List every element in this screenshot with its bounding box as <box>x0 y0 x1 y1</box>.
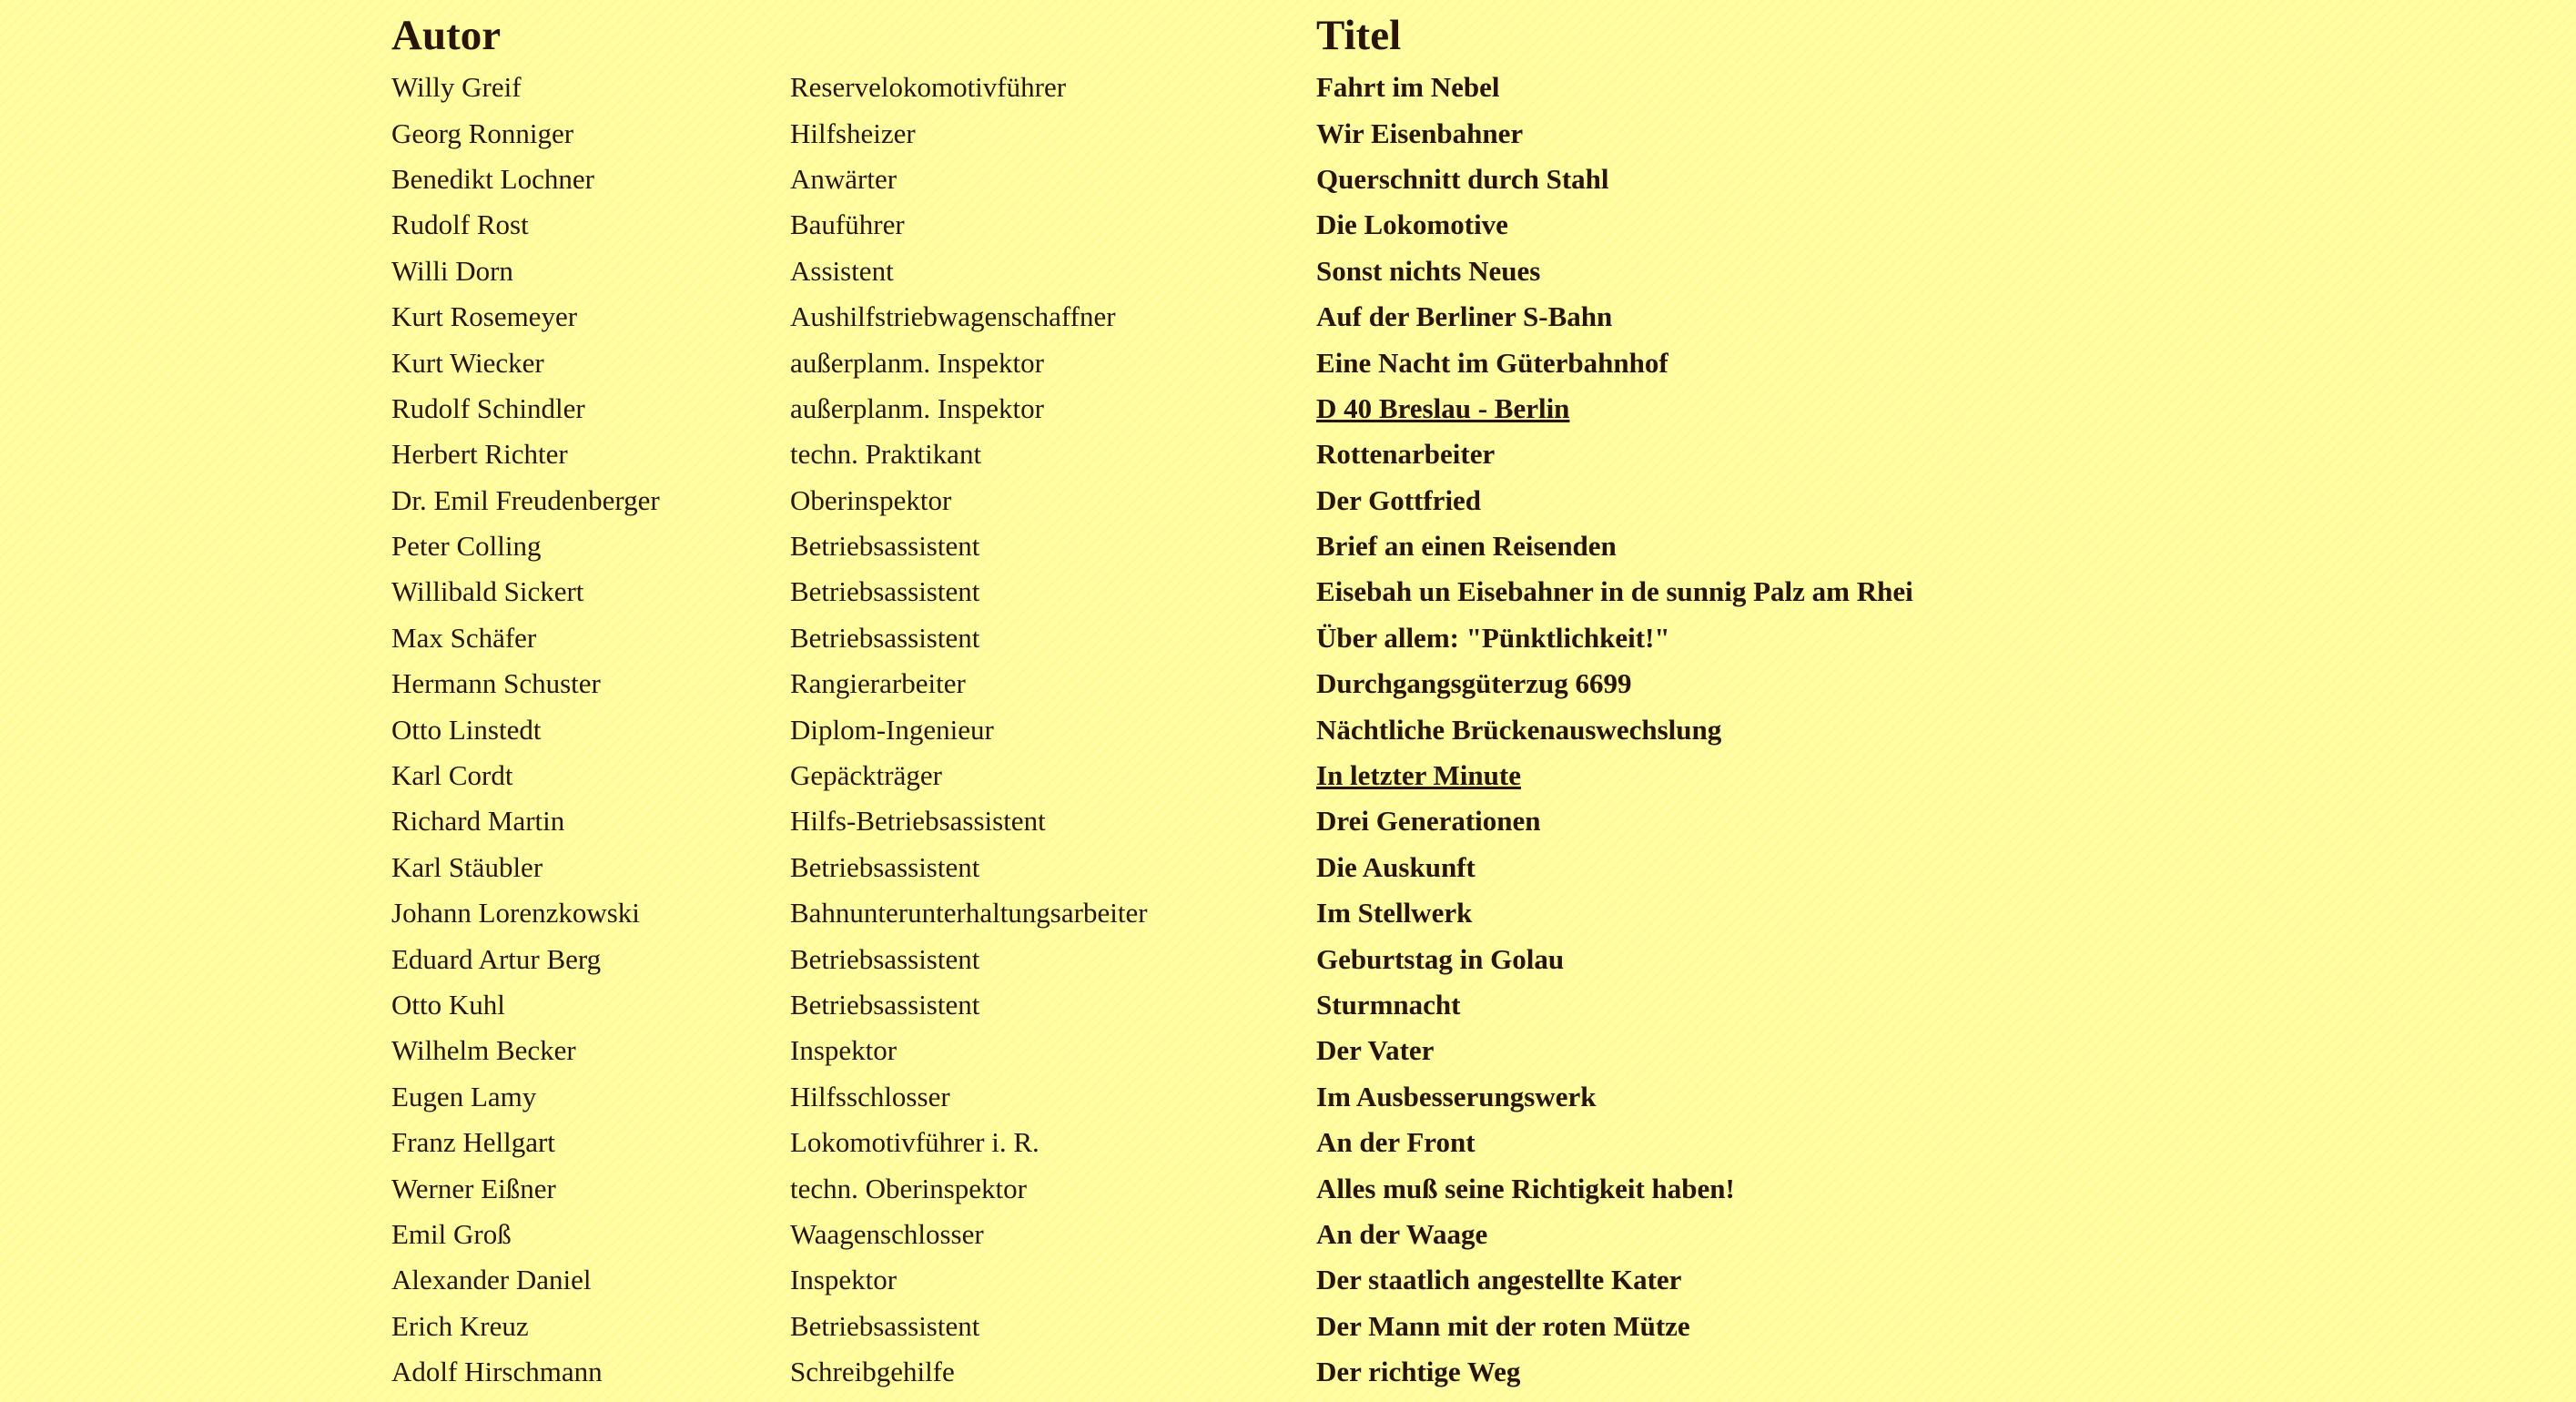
table-row <box>391 340 2135 385</box>
table-row <box>391 569 2135 615</box>
table-row <box>391 249 2135 294</box>
table-row <box>391 157 2135 202</box>
author-occupation: Waagenschlosser <box>790 1217 984 1250</box>
author-occupation: Schreibgehilfe <box>790 1356 955 1388</box>
story-title: An der Front <box>1316 1126 1476 1159</box>
story-title: Auf der Berliner S-Bahn <box>1316 300 1613 333</box>
author-occupation: Diplom-Ingenieur <box>790 713 994 746</box>
table-row <box>391 706 2135 752</box>
table-row <box>391 798 2135 844</box>
story-title: Der Vater <box>1316 1034 1435 1067</box>
author-name: Dr. Emil Freudenberger <box>391 483 660 516</box>
author-occupation: Betriebsassistent <box>790 989 980 1021</box>
table-row <box>391 845 2135 890</box>
table-row <box>391 1257 2135 1303</box>
table-row <box>391 1028 2135 1073</box>
story-title: Nächtliche Brückenauswechslung <box>1316 713 1722 746</box>
author-name: Kurt Rosemeyer <box>391 300 578 333</box>
table-row <box>391 478 2135 523</box>
author-name: Emil Groß <box>391 1217 512 1250</box>
story-title: Fahrt im Nebel <box>1316 71 1500 104</box>
occupation-column-header <box>790 5 1316 65</box>
table-row <box>391 890 2135 936</box>
author-name: Richard Martin <box>391 805 565 838</box>
table-row <box>391 1349 2135 1395</box>
author-name: Eugen Lamy <box>391 1080 537 1112</box>
author-name: Eduard Artur Berg <box>391 942 602 975</box>
author-name: Adolf Hirschmann <box>391 1356 603 1388</box>
story-title: Im Stellwerk <box>1316 897 1473 930</box>
author-occupation: Inspektor <box>790 1034 898 1067</box>
story-title: Sonst nichts Neues <box>1316 254 1541 287</box>
author-occupation: Betriebsassistent <box>790 621 980 654</box>
story-title: Geburtstag in Golau <box>1316 942 1565 975</box>
author-name: Willi Dorn <box>391 254 513 287</box>
author-occupation: Betriebsassistent <box>790 850 980 883</box>
table-row <box>391 1165 2135 1211</box>
author-name: Max Schäfer <box>391 621 537 654</box>
table-row <box>391 936 2135 981</box>
author-name: Rudolf Schindler <box>391 391 585 424</box>
story-title: Im Ausbesserungswerk <box>1316 1080 1597 1112</box>
author-name: Willy Greif <box>391 71 522 104</box>
story-title: Der richtige Weg <box>1316 1356 1521 1388</box>
author-name: Johann Lorenzkowski <box>391 897 640 930</box>
author-title-table <box>391 5 2135 1395</box>
story-title: Sturmnacht <box>1316 989 1461 1021</box>
author-occupation: Rangierarbeiter <box>790 667 966 700</box>
story-title: Durchgangsgüterzug 6699 <box>1316 667 1632 700</box>
author-occupation: Oberinspektor <box>790 483 952 516</box>
author-occupation: techn. Oberinspektor <box>790 1172 1027 1204</box>
author-column-header: Autor <box>391 11 502 59</box>
author-name: Karl Cordt <box>391 759 513 792</box>
story-title-link[interactable]: D 40 Breslau - Berlin <box>1316 391 1570 424</box>
story-title: Alles muß seine Richtigkeit haben! <box>1316 1172 1735 1204</box>
story-title: Der staatlich angestellte Kater <box>1316 1264 1682 1296</box>
author-name: Franz Hellgart <box>391 1126 555 1159</box>
story-title: Die Lokomotive <box>1316 208 1508 241</box>
author-occupation: Betriebsassistent <box>790 575 980 608</box>
author-name: Hermann Schuster <box>391 667 601 700</box>
author-occupation: außerplanm. Inspektor <box>790 391 1044 424</box>
author-occupation: Betriebsassistent <box>790 1309 980 1342</box>
table-row <box>391 1074 2135 1120</box>
table-body <box>391 65 2135 1395</box>
author-occupation: Betriebsassistent <box>790 942 980 975</box>
author-name: Erich Kreuz <box>391 1309 529 1342</box>
author-occupation: Hilfs-Betriebsassistent <box>790 805 1046 838</box>
table-row <box>391 523 2135 569</box>
author-name: Otto Kuhl <box>391 989 505 1021</box>
table-row <box>391 753 2135 798</box>
author-occupation: Betriebsassistent <box>790 530 980 563</box>
author-name: Georg Ronniger <box>391 117 574 149</box>
author-occupation: Hilfsschlosser <box>790 1080 950 1112</box>
table-row <box>391 65 2135 110</box>
table-row <box>391 1120 2135 1165</box>
story-title: Eine Nacht im Güterbahnhof <box>1316 346 1668 379</box>
author-name: Peter Colling <box>391 530 542 563</box>
author-name: Otto Linstedt <box>391 713 542 746</box>
author-name: Werner Eißner <box>391 1172 556 1204</box>
story-title: Der Gottfried <box>1316 483 1482 516</box>
author-occupation: Anwärter <box>790 162 898 195</box>
author-name: Benedikt Lochner <box>391 162 594 195</box>
story-title: Der Mann mit der roten Mütze <box>1316 1309 1690 1342</box>
author-occupation: Hilfsheizer <box>790 117 916 149</box>
story-title: Die Auskunft <box>1316 850 1476 883</box>
author-name: Willibald Sickert <box>391 575 584 608</box>
table-row <box>391 1304 2135 1349</box>
author-occupation: Aushilfstriebwagenschaffner <box>790 300 1116 333</box>
table-row <box>391 294 2135 340</box>
author-occupation: außerplanm. Inspektor <box>790 346 1044 379</box>
story-title-link[interactable]: In letzter Minute <box>1316 759 1521 792</box>
story-title: Querschnitt durch Stahl <box>1316 162 1609 195</box>
author-name: Rudolf Rost <box>391 208 529 241</box>
author-name: Karl Stäubler <box>391 850 543 883</box>
author-occupation: Gepäckträger <box>790 759 942 792</box>
table-row <box>391 110 2135 156</box>
title-column-header: Titel <box>1316 11 1402 59</box>
story-title: Rottenarbeiter <box>1316 438 1496 471</box>
table-row <box>391 202 2135 248</box>
story-title: Über allem: "Pünktlichkeit!" <box>1316 621 1670 654</box>
author-name: Wilhelm Becker <box>391 1034 576 1067</box>
title-cell <box>1316 386 2135 432</box>
author-occupation: techn. Praktikant <box>790 438 982 471</box>
story-title: Eisebah un Eisebahner in de sunnig Palz am Rhei <box>1316 575 1913 608</box>
story-title: Wir Eisenbahner <box>1316 117 1524 149</box>
author-occupation: Bauführer <box>790 208 905 241</box>
author-occupation: Lokomotivführer i. R. <box>790 1126 1040 1159</box>
author-occupation: Reservelokomotivführer <box>790 71 1067 104</box>
table-row <box>391 386 2135 432</box>
author-occupation: Inspektor <box>790 1264 898 1296</box>
table-row <box>391 432 2135 477</box>
table-row <box>391 661 2135 706</box>
story-title: Drei Generationen <box>1316 805 1541 838</box>
table-row <box>391 1212 2135 1257</box>
story-title: An der Waage <box>1316 1217 1488 1250</box>
table-row <box>391 615 2135 661</box>
author-occupation: Bahnunterunterhaltungsarbeiter <box>790 897 1148 930</box>
header-row <box>391 5 2135 65</box>
author-name: Herbert Richter <box>391 438 568 471</box>
author-occupation: Assistent <box>790 254 894 287</box>
table-row <box>391 982 2135 1028</box>
author-name: Alexander Daniel <box>391 1264 592 1296</box>
story-title: Brief an einen Reisenden <box>1316 530 1617 563</box>
author-name: Kurt Wiecker <box>391 346 544 379</box>
title-cell <box>1316 753 2135 798</box>
